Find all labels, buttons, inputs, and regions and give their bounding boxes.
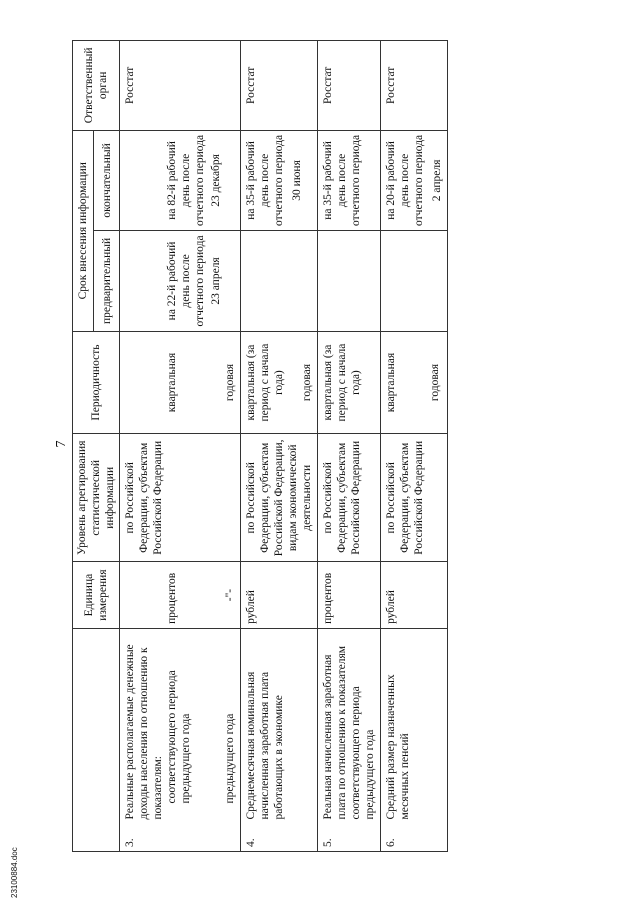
row-number: 5. — [318, 823, 381, 851]
periodicity-value: квартальная — [166, 352, 178, 413]
indicators-table — [72, 40, 448, 852]
unit-cell: рублей — [241, 562, 318, 629]
row-number: 4. — [241, 823, 318, 851]
final-value: 2 апреля — [431, 159, 443, 202]
final-cell — [241, 130, 318, 230]
final-value: на 20-й рабочий день после отчетного периода — [385, 134, 425, 226]
unit-cell: рублей — [381, 562, 448, 629]
periodicity-value: годовая — [429, 363, 441, 402]
level-cell: по Российской Федерации, субъектам Российской Федерации — [318, 434, 381, 562]
page-number: 7 — [54, 440, 69, 448]
header-level: Уровень агрегирования статистической информации — [73, 434, 120, 562]
preliminary-cell — [381, 231, 448, 332]
header-periodicity: Периодичность — [73, 331, 120, 434]
periodicity-value: годовая — [224, 363, 236, 402]
final-value: на 82-й рабочий день после отчетного периода — [166, 134, 206, 226]
responsible-cell: Росстат — [318, 41, 381, 131]
periodicity-value: квартальная — [385, 352, 397, 413]
preliminary-cell — [241, 231, 318, 332]
document-footer — [10, 847, 26, 898]
level-cell: по Российской Федерации, субъектам Российской Федерации, видам экономической деятельности — [241, 434, 318, 562]
unit-cell: процентов — [318, 562, 381, 629]
level-cell: по Российской Федерации, субъектам Российской Федерации — [381, 434, 448, 562]
level-cell: по Российской Федерации, субъектам Российской Федерации — [120, 434, 241, 562]
periodicity-cell — [381, 331, 448, 434]
table-row — [120, 41, 241, 852]
responsible-cell: Росстат — [381, 41, 448, 131]
row-number: 3. — [120, 823, 241, 851]
final-cell — [381, 130, 448, 230]
periodicity-cell — [241, 331, 318, 434]
responsible-cell: Росстат — [120, 41, 241, 131]
unit-cell — [120, 562, 241, 629]
preliminary-cell — [120, 231, 241, 332]
table-row — [381, 41, 448, 852]
document-filename: 23100884.doc — [10, 847, 19, 898]
sub-indicator: соответствующего периода предыдущего года — [166, 670, 192, 804]
periodicity-cell: квартальная (за период с начала года) — [318, 331, 381, 434]
periodicity-value: квартальная (за период с начала года) — [245, 343, 285, 422]
header-preliminary: предварительный — [94, 231, 120, 332]
periodicity-value: годовая — [301, 363, 313, 402]
rotated-page-frame — [50, 30, 612, 858]
header-responsible: Ответственный орган — [73, 41, 120, 131]
unit-value: процентов — [166, 572, 178, 624]
landscape-page — [50, 30, 612, 858]
preliminary-value: 23 апреля — [210, 257, 222, 305]
preliminary-cell — [318, 231, 381, 332]
sub-indicator: предыдущего года — [224, 713, 236, 804]
table-row — [318, 41, 381, 852]
header-name — [73, 628, 120, 851]
indicator-name: Реальная начисленная заработная плата по отношению к показателям соответствующего периода предыдущего года — [318, 628, 381, 823]
table-row — [241, 41, 318, 852]
final-value: на 35-й рабочий день после отчетного периода — [245, 134, 285, 226]
indicator-name: Среднемесячная номинальная начисленная заработная плата работающих в экономике — [241, 628, 318, 823]
indicator-name: Средний размер назначенных месячных пенсий — [381, 628, 448, 823]
header-unit: Единица измерения — [73, 562, 120, 629]
header-final: окончательный — [94, 130, 120, 230]
unit-value: -"- — [224, 588, 236, 602]
header-deadline: Срок внесения информации — [73, 130, 94, 331]
final-value: 23 декабря — [210, 154, 222, 207]
preliminary-value: на 22-й рабочий день после отчетного периода — [166, 235, 206, 327]
indicator-title: Реальные располагаемые денежные доходы населения по отношению к показателям: — [124, 644, 164, 820]
row-number: 6. — [381, 823, 448, 851]
indicator-name — [120, 628, 241, 823]
final-cell — [120, 130, 241, 230]
periodicity-cell — [120, 331, 241, 434]
final-value: 30 июня — [291, 160, 303, 201]
final-cell: на 35-й рабочий день после отчетного периода — [318, 130, 381, 230]
responsible-cell: Росстат — [241, 41, 318, 131]
